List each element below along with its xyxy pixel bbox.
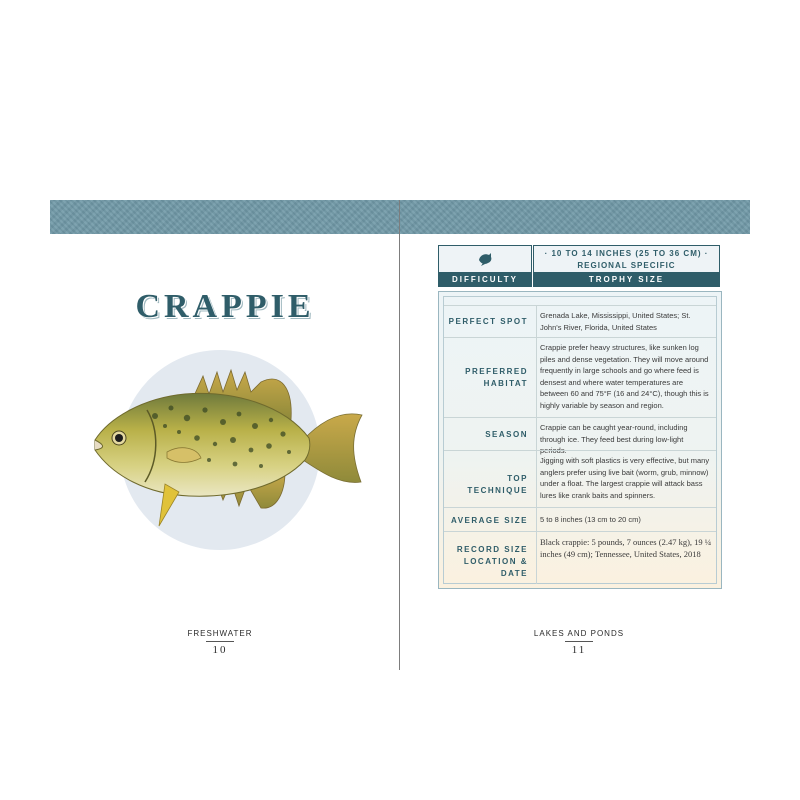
footer-rule xyxy=(565,641,593,642)
table-row xyxy=(444,337,716,418)
trophy-size-label: TROPHY SIZE xyxy=(533,273,720,287)
table-row xyxy=(444,305,716,338)
row-label-perfect-spot: PERFECT SPOT xyxy=(448,317,528,326)
row-text-top-technique: Jigging with soft plastics is very effective, but many anglers prefer using live bait (worm, grub, minnow) under a float. The largest crappie will attack bass lures like crank baits and spinners. xyxy=(540,456,710,500)
fish-tail xyxy=(303,414,362,483)
row-label-top-technique: TOP TECHNIQUE xyxy=(467,474,528,495)
trophy-size-note: REGIONAL SPECIFIC xyxy=(577,261,676,270)
row-text-record-size: Black crappie: 5 pounds, 7 ounces (2.47 kg), 19 ¼ inches (49 cm); Tennessee, United States, 2018 xyxy=(540,537,712,559)
left-folio xyxy=(170,629,270,656)
fish-icon xyxy=(477,251,493,267)
table-row xyxy=(444,417,716,455)
footer-rule xyxy=(206,641,234,642)
row-label-average-size: AVERAGE SIZE xyxy=(451,516,528,525)
row-text-preferred-habitat: Crappie prefer heavy structures, like sunken log piles and dense vegetation. They will move around frequently in large schools and go where feed is densest and where water temperatures are between 60 and 75°F (16 and 24°C), though this is highly variable by season and region. xyxy=(540,343,709,410)
table-row xyxy=(444,507,716,532)
left-footer-section: FRESHWATER xyxy=(187,629,253,638)
top-band-right xyxy=(400,200,750,234)
right-folio xyxy=(529,629,629,656)
row-text-average-size: 5 to 8 inches (13 cm to 20 cm) xyxy=(540,515,641,524)
page-title: CRAPPIE xyxy=(135,288,315,325)
difficulty-icon-box xyxy=(438,245,532,273)
row-label-season: SEASON xyxy=(485,430,528,439)
crappie-fish-illustration xyxy=(85,360,365,530)
row-text-season: Crappie can be caught year-round, including through ice. They feed best during low-light periods. xyxy=(540,423,688,455)
right-footer-section: LAKES AND PONDS xyxy=(533,629,625,638)
fish-facts-table xyxy=(438,291,722,589)
right-page-number: 11 xyxy=(571,644,587,656)
trophy-size-range: · 10 TO 14 INCHES (25 TO 36 CM) · xyxy=(544,249,709,258)
row-label-preferred-habitat: PREFERRED HABITAT xyxy=(465,367,528,388)
left-page-number: 10 xyxy=(212,644,228,656)
book-spine xyxy=(399,200,400,670)
row-label-record-size: RECORD SIZE LOCATION & DATE xyxy=(456,545,528,578)
difficulty-label: DIFFICULTY xyxy=(438,273,532,287)
trophy-size-box xyxy=(533,245,720,273)
row-text-perfect-spot: Grenada Lake, Mississippi, United States; St. John's River, Florida, United States xyxy=(540,311,691,332)
fish-facts-table-inner xyxy=(443,296,717,584)
table-row xyxy=(444,531,716,584)
top-band-left xyxy=(50,200,399,234)
table-row xyxy=(444,450,716,508)
